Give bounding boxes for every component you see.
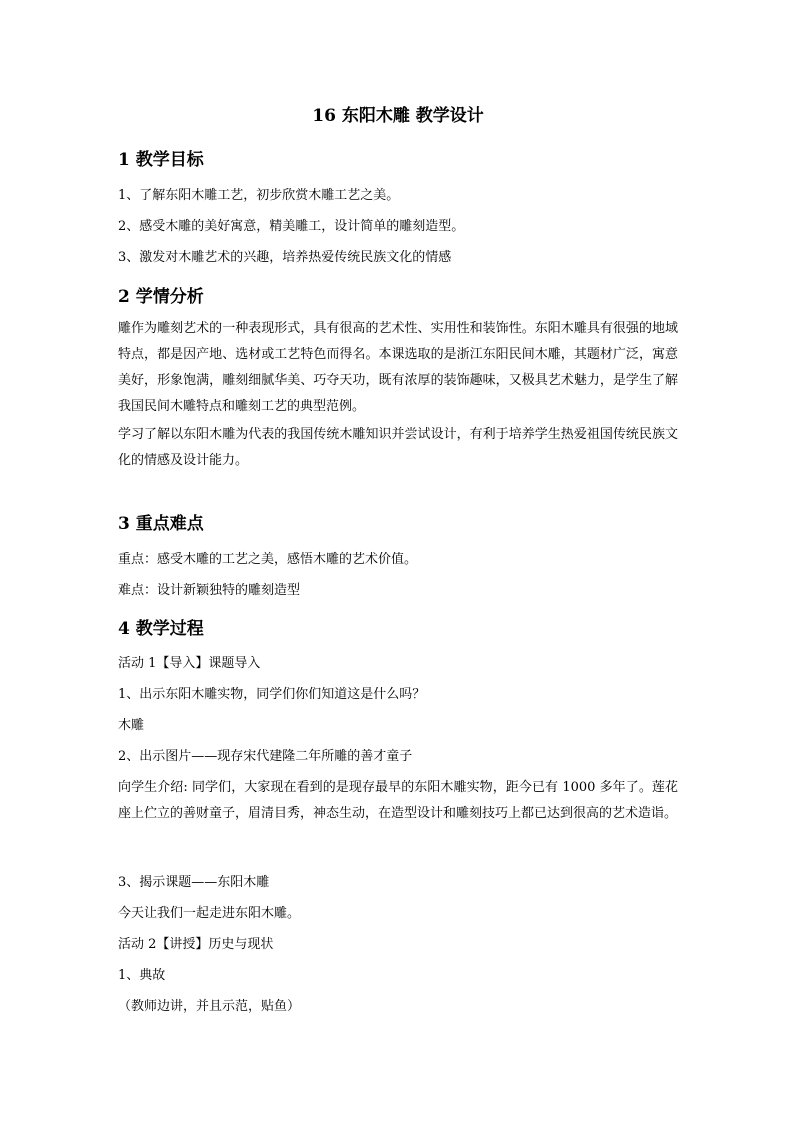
analysis-paragraph: 学习了解以东阳木雕为代表的我国传统木雕知识并尝试设计，有利于培养学生热爱祖国传统民族文化的情感及设计能力。 (118, 427, 678, 468)
section-heading-process: 4 教学过程 (118, 619, 204, 639)
process-line: 3、揭示课题——东阳木雕 (118, 875, 270, 890)
document-title: 16 东阳木雕 教学设计 (312, 106, 484, 126)
objective-item: 3、激发对木雕艺术的兴趣，培养热爱传统民族文化的情感 (118, 250, 452, 265)
process-line: 活动 2【讲授】历史与现状 (118, 937, 274, 952)
objective-item: 1、了解东阳木雕工艺，初步欣赏木雕工艺之美。 (118, 188, 400, 203)
section-heading-keypoints: 3 重点难点 (118, 514, 204, 534)
keypoint-item: 难点：设计新颖独特的雕刻造型 (118, 583, 301, 598)
process-line: 木雕 (118, 718, 145, 733)
process-line: 2、出示图片——现存宋代建隆二年所雕的善才童子 (118, 749, 413, 764)
section-heading-analysis: 2 学情分析 (118, 287, 204, 307)
objective-item: 2、感受木雕的美好寓意，精美雕工，设计简单的雕刻造型。 (118, 219, 465, 234)
process-line: 1、出示东阳木雕实物，同学们你们知道这是什么吗？ (118, 687, 426, 702)
process-line: （教师边讲，并且示范，贴鱼） (118, 999, 301, 1014)
process-paragraph: 向学生介绍: 同学们，大家现在看到的是现存最早的东阳木雕实物，距今已有 1000 多年了。莲花座上伫立的善财童子，眉清目秀，神态生动，在造型设计和雕刻技巧上都已达到很高的艺术造诣。 (118, 780, 678, 821)
process-line: 1、典故 (118, 968, 166, 983)
process-line: 活动 1【导入】课题导入 (118, 656, 261, 671)
keypoint-item: 重点：感受木雕的工艺之美，感悟木雕的艺术价值。 (118, 552, 418, 567)
process-line: 今天让我们一起走进东阳木雕。 (118, 906, 301, 921)
section-heading-objectives: 1 教学目标 (118, 150, 204, 170)
analysis-paragraph: 雕作为雕刻艺术的一种表现形式，具有很高的艺术性、实用性和装饰性。东阳木雕具有很强的地域特点，都是因产地、选材或工艺特色而得名。本课选取的是浙江东阳民间木雕，其题材广泛，寓意美好，形象饱满，雕刻细腻华美、巧夺天功，既有浓厚的装饰趣味，又极具艺术魅力，是学生了解我国民间木雕特点和雕刻工艺的典型范例。 (118, 321, 678, 414)
